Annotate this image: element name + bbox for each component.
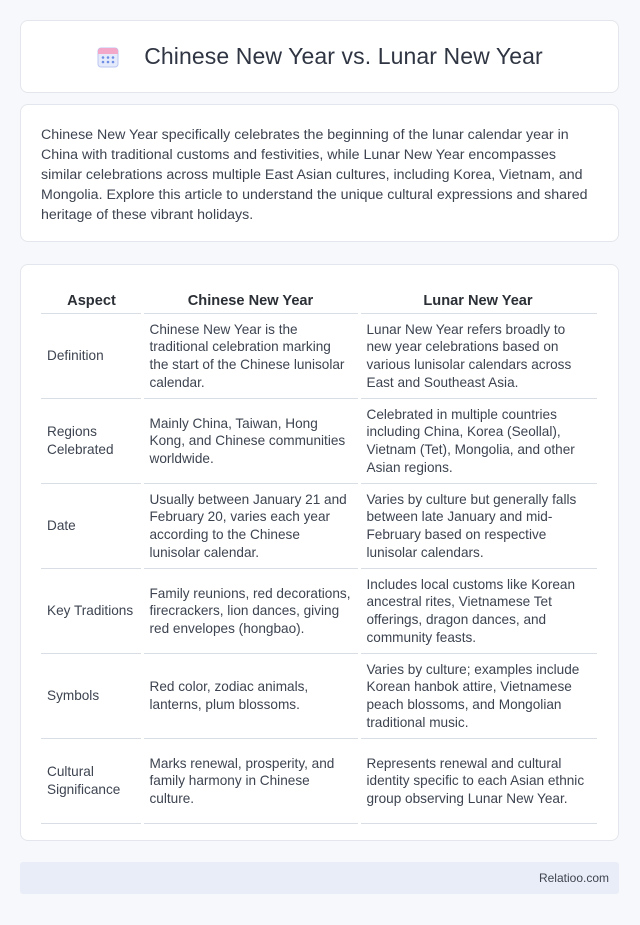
cell-chinese: Family reunions, red decorations, firecrackers, lion dances, giving red envelopes (hongbao). [142, 569, 359, 654]
page-title: Chinese New Year vs. Lunar New Year [144, 43, 543, 69]
cell-lunar: Represents renewal and cultural identity specific to each Asian ethnic group observing Lunar New Year. [359, 739, 597, 824]
cell-aspect: Definition [41, 314, 142, 399]
footer [20, 862, 619, 894]
cell-chinese: Marks renewal, prosperity, and family harmony in Chinese culture. [142, 739, 359, 824]
cell-lunar: Celebrated in multiple countries including China, Korea (Seollal), Vietnam (Tet), Mongolia, and other Asian regions. [359, 399, 597, 484]
cell-aspect: Key Traditions [41, 569, 142, 654]
intro-card [20, 104, 619, 242]
comparison-table-card [20, 264, 619, 841]
table-row [41, 399, 597, 484]
cell-aspect: Date [41, 484, 142, 569]
title-card [20, 20, 619, 93]
header-chinese-new-year: Chinese New Year [142, 285, 359, 314]
calendar-icon [96, 45, 120, 69]
cell-lunar: Includes local customs like Korean ancestral rites, Vietnamese Tet offerings, dragon dances, and community feasts. [359, 569, 597, 654]
table-row [41, 739, 597, 824]
cell-chinese: Mainly China, Taiwan, Hong Kong, and Chinese communities worldwide. [142, 399, 359, 484]
cell-chinese: Usually between January 21 and February 20, varies each year according to the Chinese lunisolar calendar. [142, 484, 359, 569]
cell-chinese: Red color, zodiac animals, lanterns, plum blossoms. [142, 654, 359, 739]
table-header-row [41, 285, 597, 314]
cell-lunar: Lunar New Year refers broadly to new year celebrations based on various lunisolar calendars across East and Southeast Asia. [359, 314, 597, 399]
footer-brand[interactable]: Relatioo.com [538, 871, 609, 885]
table-row [41, 654, 597, 739]
cell-lunar: Varies by culture but generally falls between late January and mid-February based on respective lunisolar calendars. [359, 484, 597, 569]
header-lunar-new-year: Lunar New Year [359, 285, 597, 314]
comparison-table [41, 285, 597, 824]
intro-text: Chinese New Year specifically celebrates the beginning of the lunar calendar year in China with traditional customs and festivities, while Lunar New Year encompasses similar celebrations across multiple East Asian cultures, including Korea, Vietnam, and Mongolia. Explore this article to understand the unique cultural expressions and shared heritage of these vibrant holidays. [41, 127, 588, 223]
table-row [41, 314, 597, 399]
cell-aspect: Symbols [41, 654, 142, 739]
header-aspect: Aspect [41, 285, 142, 314]
cell-lunar: Varies by culture; examples include Korean hanbok attire, Vietnamese peach blossoms, and Mongolian traditional music. [359, 654, 597, 739]
cell-aspect: Regions Celebrated [41, 399, 142, 484]
cell-chinese: Chinese New Year is the traditional celebration marking the start of the Chinese lunisolar calendar. [142, 314, 359, 399]
table-row [41, 484, 597, 569]
cell-aspect: Cultural Significance [41, 739, 142, 824]
table-row [41, 569, 597, 654]
